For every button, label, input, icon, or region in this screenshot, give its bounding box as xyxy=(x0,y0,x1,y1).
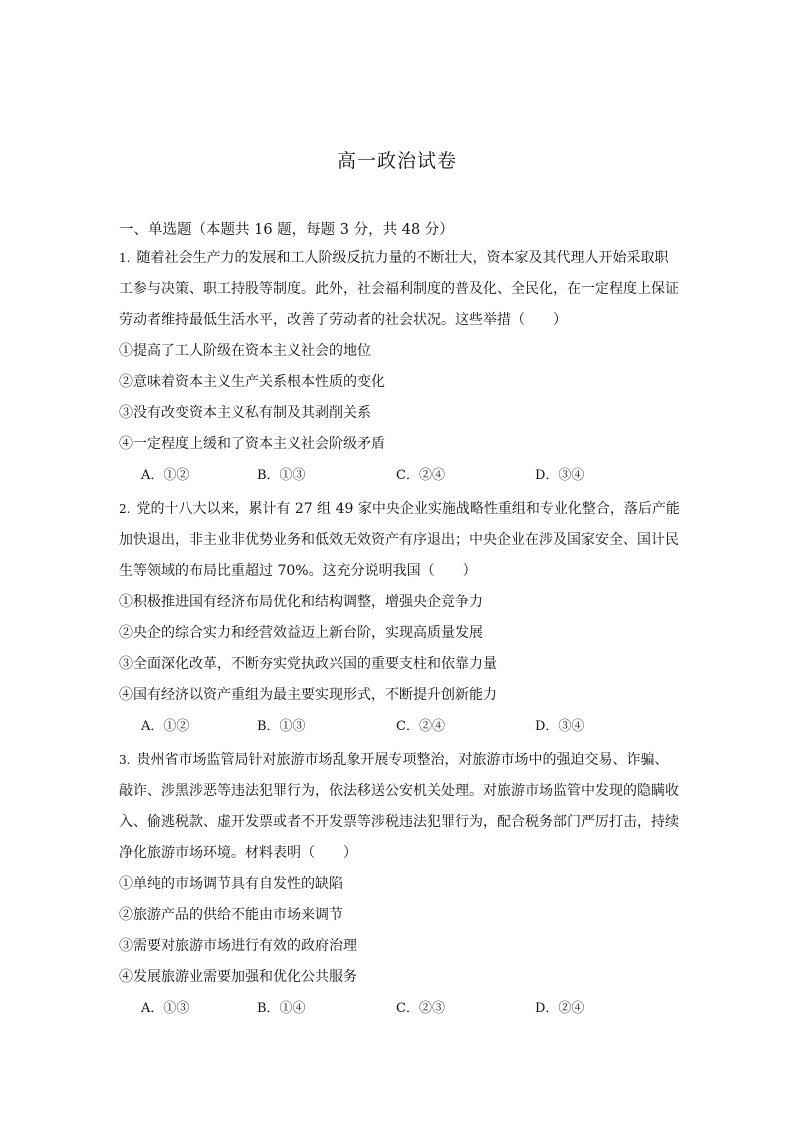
question-stem-line: 净化旅游市场环境。材料表明（ ） xyxy=(119,845,357,861)
question-stem-line: 加快退出，非主业非优势业务和低效无效资产有序退出；中央企业在涉及国家安全、国计民 xyxy=(119,532,679,548)
choice-b[interactable]: B．①③ xyxy=(257,468,306,483)
question-stem-line: 入、偷逃税款、虚开发票或者不开发票等涉税违法犯罪行为，配合税务部门严厉打击，持续 xyxy=(119,814,679,830)
question-stem-line xyxy=(119,745,679,776)
choice-a[interactable]: A．①② xyxy=(141,468,190,483)
statement-2: ②旅游产品的供给不能由市场来调节 xyxy=(119,907,343,923)
statement-4: ④国有经济以资产重组为最主要实现形式，不断提升创新能力 xyxy=(119,687,497,703)
choice-d[interactable]: D．③④ xyxy=(535,719,585,734)
answer-choices xyxy=(119,460,679,491)
question-stem-line xyxy=(119,243,679,274)
choice-a[interactable]: A．①③ xyxy=(141,1001,190,1016)
choice-c[interactable]: C．②④ xyxy=(396,719,445,734)
statement-3: ③需要对旅游市场进行有效的政府治理 xyxy=(119,938,357,954)
question-stem-line xyxy=(119,494,679,525)
choice-c[interactable]: C．②④ xyxy=(396,468,445,483)
question-stem-text: 党的十八大以来，累计有 27 组 49 家中央企业实施战略性重组和专业化整合，落后产能 xyxy=(136,501,680,517)
question-3 xyxy=(119,745,679,1024)
choice-d[interactable]: D．②④ xyxy=(535,1001,585,1016)
choice-a[interactable]: A．①② xyxy=(141,719,190,734)
choice-c[interactable]: C．②③ xyxy=(396,1001,445,1016)
statement-1: ①提高了工人阶级在资本主义社会的地位 xyxy=(119,343,371,359)
section-heading: 一、单选题（本题共 16 题，每题 3 分，共 48 分） xyxy=(119,222,454,238)
statement-3: ③没有改变资本主义私有制及其剥削关系 xyxy=(119,405,371,421)
question-stem-line: 敲诈、涉黑涉恶等违法犯罪行为，依法移送公安机关处理。对旅游市场监管中发现的隐瞒收 xyxy=(119,783,679,799)
question-stem-line: 生等领域的布局比重超过 70%。这充分说明我国（ ） xyxy=(119,563,477,579)
answer-choices xyxy=(119,711,679,742)
question-stem-line: 劳动者维持最低生活水平，改善了劳动者的社会状况。这些举措（ ） xyxy=(119,312,567,328)
page-title: 高一政治试卷 xyxy=(336,150,457,172)
statement-4: ④一定程度上缓和了资本主义社会阶级矛盾 xyxy=(119,436,385,452)
question-number: 2. xyxy=(119,502,131,516)
question-number: 3. xyxy=(119,753,131,767)
question-1 xyxy=(119,243,679,491)
choice-b[interactable]: B．①③ xyxy=(257,719,306,734)
question-stem-line: 工参与决策、职工持股等制度。此外，社会福利制度的普及化、全民化，在一定程度上保证 xyxy=(119,281,679,297)
answer-choices xyxy=(119,993,679,1024)
question-stem-text: 随着社会生产力的发展和工人阶级反抗力量的不断壮大，资本家及其代理人开始采取职 xyxy=(136,250,669,266)
statement-2: ②央企的综合实力和经营效益迈上新台阶，实现高质量发展 xyxy=(119,625,483,641)
choice-b[interactable]: B．①④ xyxy=(257,1001,306,1016)
question-number: 1. xyxy=(119,251,131,265)
statement-2: ②意味着资本主义生产关系根本性质的变化 xyxy=(119,374,385,390)
choice-d[interactable]: D．③④ xyxy=(535,468,585,483)
statement-1: ①单纯的市场调节具有自发性的缺陷 xyxy=(119,876,343,892)
statement-4: ④发展旅游业需要加强和优化公共服务 xyxy=(119,969,357,985)
question-2 xyxy=(119,494,679,742)
statement-1: ①积极推进国有经济布局优化和结构调整，增强央企竞争力 xyxy=(119,594,483,610)
statement-3: ③全面深化改革，不断夯实党执政兴国的重要支柱和依靠力量 xyxy=(119,656,497,672)
question-stem-text: 贵州省市场监管局针对旅游市场乱象开展专项整治，对旅游市场中的强迫交易、诈骗、 xyxy=(136,752,669,768)
